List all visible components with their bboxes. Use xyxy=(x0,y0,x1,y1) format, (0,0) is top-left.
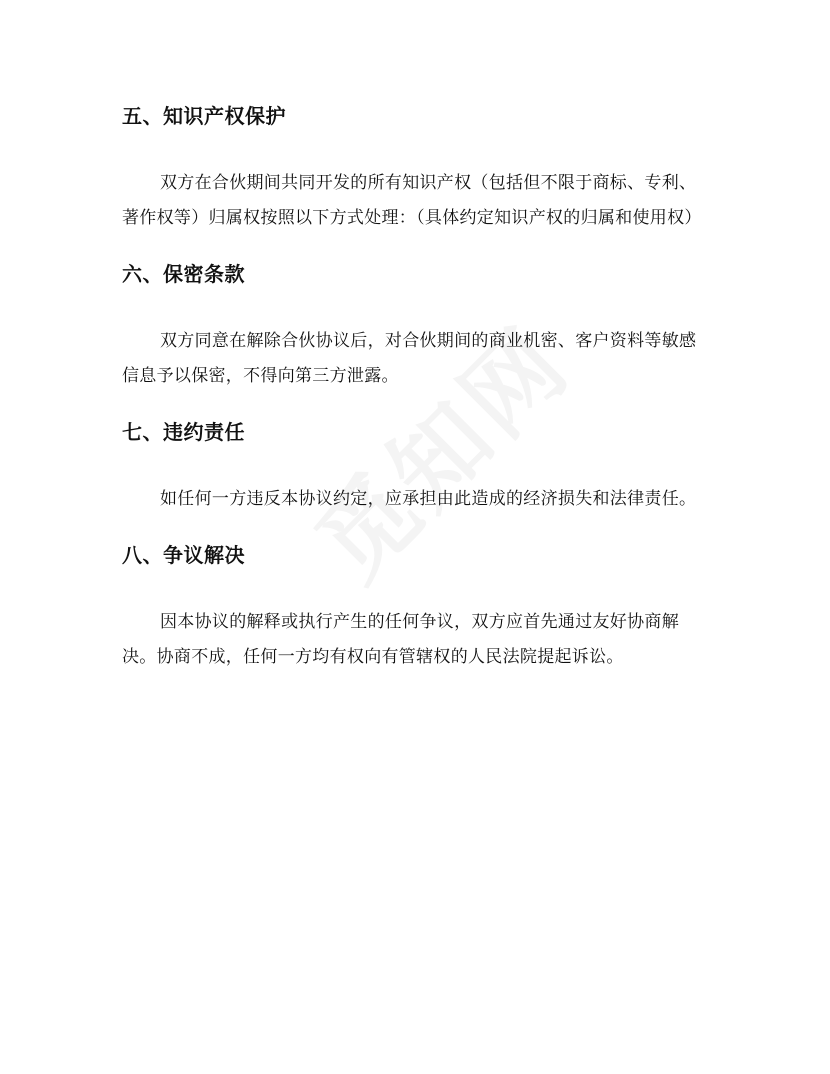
section-dispute-resolution xyxy=(122,539,707,675)
section-body: 如任何一方违反本协议约定，应承担由此造成的经济损失和法律责任。 xyxy=(160,489,697,509)
section-confidentiality xyxy=(122,258,707,394)
document-content xyxy=(122,100,707,697)
section-title: 七、违约责任 xyxy=(122,420,245,444)
section-title: 六、保密条款 xyxy=(122,262,245,286)
section-intellectual-property xyxy=(122,100,707,236)
section-body: 双方在合伙期间共同开发的所有知识产权（包括但不限于商标、专利、著作权等）归属权按照以下方式处理：（具体约定知识产权的归属和使用权） xyxy=(122,173,702,228)
section-body: 因本协议的解释或执行产生的任何争议，双方应首先通过友好协商解决。协商不成，任何一方均有权向有管辖权的人民法院提起诉讼。 xyxy=(122,612,679,667)
section-body: 双方同意在解除合伙协议后，对合伙期间的商业机密、客户资料等敏感信息予以保密，不得向第三方泄露。 xyxy=(122,331,697,386)
section-title: 八、争议解决 xyxy=(122,543,245,567)
section-title: 五、知识产权保护 xyxy=(122,104,286,128)
section-breach-liability xyxy=(122,416,707,517)
